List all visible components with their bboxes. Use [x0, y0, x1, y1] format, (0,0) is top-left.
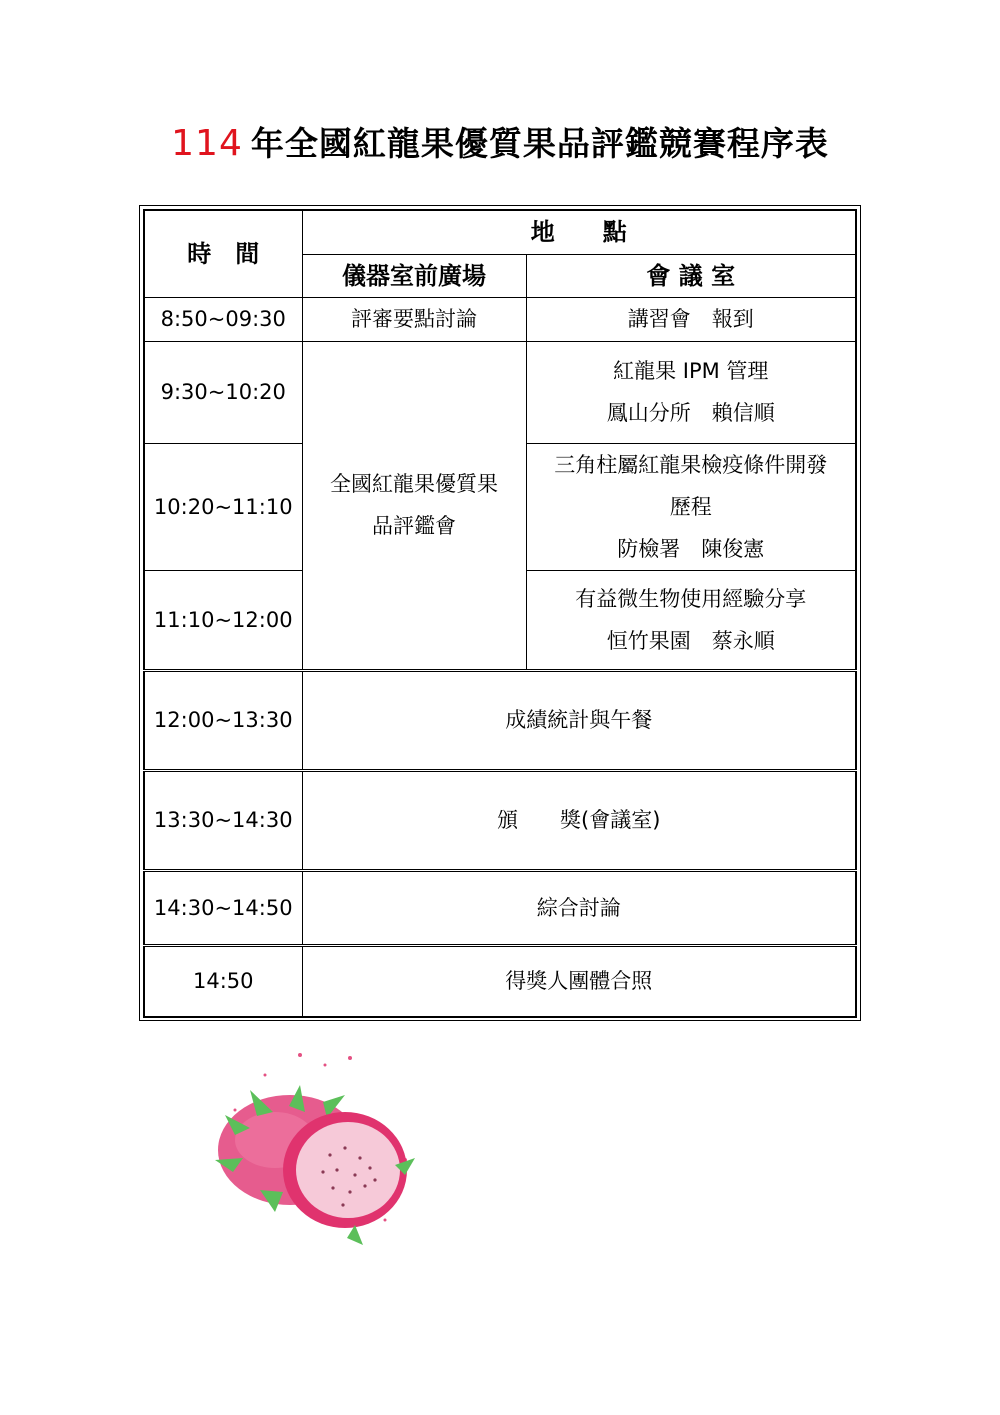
row-full-cell: 頒 獎(會議室) — [302, 770, 856, 870]
title-year: 114 — [171, 123, 243, 164]
merged-line: 品評鑑會 — [372, 514, 456, 538]
row-time: 14:50 — [144, 945, 302, 1017]
dragon-fruit-illustration-icon — [205, 1040, 425, 1250]
schedule-frame — [139, 205, 861, 1021]
row-time: 10:20~11:10 — [144, 443, 302, 570]
row-meeting-cell: 有益微生物使用經驗分享 恒竹果園 蔡永順 — [526, 570, 856, 670]
row-full-cell: 得獎人團體合照 — [302, 945, 856, 1017]
row-time: 11:10~12:00 — [144, 570, 302, 670]
row-time: 8:50~09:30 — [144, 297, 302, 341]
schedule-table — [143, 209, 857, 1018]
page-title — [0, 118, 1000, 165]
merged-plaza-cell — [302, 341, 526, 670]
row-meeting-cell: 紅龍果 IPM 管理 鳳山分所 賴信順 — [526, 341, 856, 443]
row-full-cell: 成績統計與午餐 — [302, 670, 856, 770]
header-location-meeting-room: 會 議 室 — [526, 254, 856, 297]
title-text: 年全國紅龍果優質果品評鑑競賽程序表 — [250, 124, 829, 163]
row-time: 12:00~13:30 — [144, 670, 302, 770]
row-time: 14:30~14:50 — [144, 870, 302, 945]
row-time: 13:30~14:30 — [144, 770, 302, 870]
row-meeting-cell: 講習會 報到 — [526, 297, 856, 341]
header-time: 時 間 — [144, 210, 302, 297]
header-location: 地 點 — [302, 210, 856, 254]
row-plaza-cell: 評審要點討論 — [302, 297, 526, 341]
row-time: 9:30~10:20 — [144, 341, 302, 443]
header-location-plaza: 儀器室前廣場 — [302, 254, 526, 297]
row-full-cell: 綜合討論 — [302, 870, 856, 945]
row-meeting-cell: 三角柱屬紅龍果檢疫條件開發 歷程 防檢署 陳俊憲 — [526, 443, 856, 570]
merged-line: 全國紅龍果優質果 — [330, 472, 498, 496]
